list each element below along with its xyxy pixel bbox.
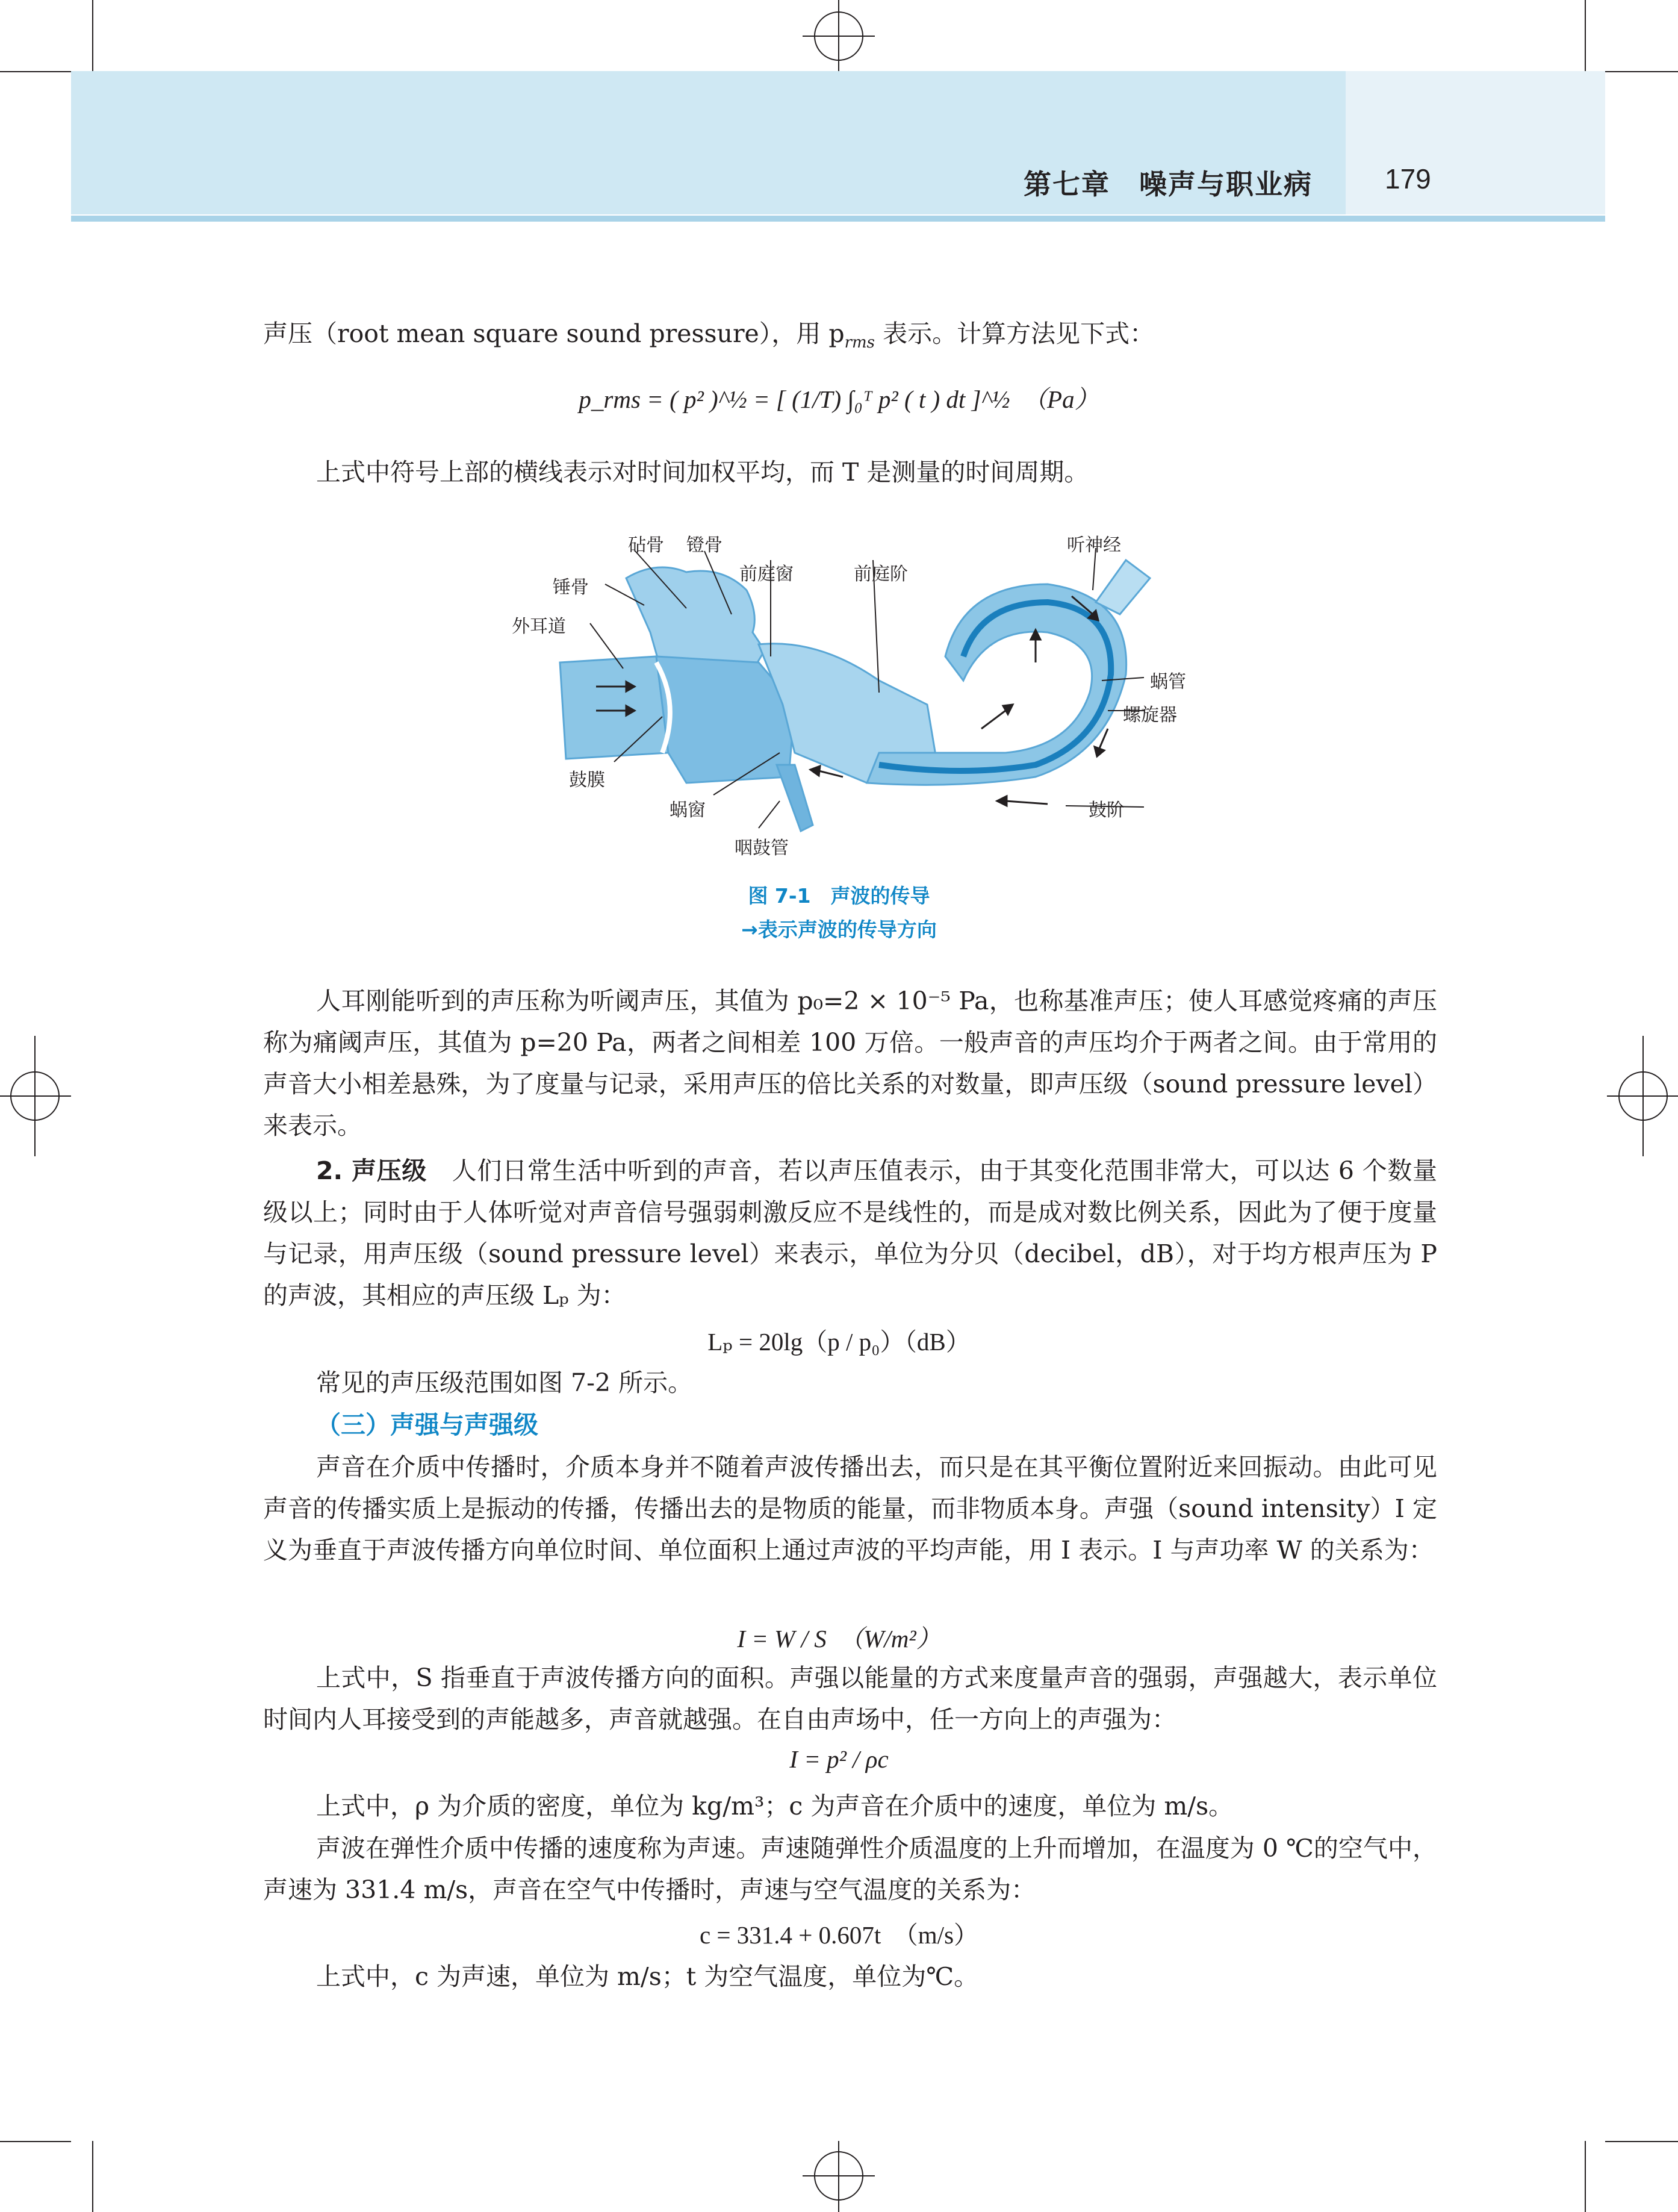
label-organ-corti: 螺旋器 [1123,705,1177,726]
crop-mark [1605,2141,1678,2142]
ear-canal-shape [560,656,668,759]
eustachian-shape [777,765,813,831]
paragraph-area: 上式中，S 指垂直于声波传播方向的面积。声强以能量的方式来度量声音的强弱，声强越大，表示单位时间内人耳接受到的声能越多，声音就越强。在自由声场中，任一方向上的声强为： [263,1663,1437,1734]
running-title: 第七章 噪声与职业病 [1024,168,1313,201]
paragraph-density: 上式中，ρ 为介质的密度，单位为 kg/m³；c 为声音在介质中的速度，单位为 m/s。 [316,1792,1234,1821]
label-scala-vestibuli: 前庭阶 [854,564,908,585]
label-ear-canal: 外耳道 [512,616,566,637]
formula-rms: p_rms = ( p² )^½ = [ (1/T) ∫₀ᵀ p² ( t ) dt ]^½ （Pa） [579,385,1099,413]
intro-text: 声压（root mean square sound pressure），用 p [263,319,845,348]
crop-mark [0,2141,71,2142]
formula-free-field: I = p² / ρc [789,1745,889,1773]
crop-mark [92,2141,93,2212]
formula-note: 上式中符号上部的横线表示对时间加权平均，而 T 是测量的时间周期。 [316,458,1089,487]
formula-intensity: I = W / S （W/m²） [737,1625,941,1653]
label-auditory-nerve: 听神经 [1067,535,1121,556]
paragraph-spl [263,1150,1437,1316]
label-oval-window: 前庭窗 [739,564,794,585]
paragraph-spl-text: 人们日常生活中听到的声音，若以声压值表示，由于其变化范围非常大，可以达 6 个数量级以上；同时由于人体听觉对声音信号强弱刺激反应不是线性的，而是成对数比例关系，因此为了便于度量与记录，用声压级（sound pressure level）来表示，单位为分贝（decibel，dB），对于均方根声压为 P 的声波，其相应的声压级 Lₚ 为： [263,1156,1437,1310]
crop-mark [1585,2141,1586,2212]
registration-mark-left [0,1036,71,1156]
section-heading-intensity: （三）声强与声强级 [316,1410,538,1439]
registration-mark-top [803,0,875,71]
label-eardrum: 鼓膜 [569,770,605,791]
label-stirrup: 镫骨 [686,535,722,556]
label-round-window: 蜗窗 [670,800,706,821]
paragraph-speed: 声波在弹性介质中传播的速度称为声速。声速随弹性介质温度的上升而增加，在温度为 0 ℃的空气中，声速为 331.4 m/s，声音在空气中传播时，声速与空气温度的关系为： [263,1834,1437,1904]
intro-paragraph [263,313,1437,364]
paragraph-spl-range: 常见的声压级范围如图 7-2 所示。 [316,1368,693,1397]
label-eustachian: 咽鼓管 [735,838,789,859]
page-number: 179 [1385,163,1431,195]
header-rule [71,216,1605,222]
auditory-nerve-shape [1096,560,1150,614]
crop-mark [1585,0,1586,71]
paragraph-spl-lead: 2. 声压级 [316,1156,427,1185]
registration-mark-bottom [803,2141,875,2212]
figure-caption: 图 7-1 声波的传导 [748,884,930,908]
crop-mark [1605,71,1678,72]
label-cochlea: 蜗管 [1150,671,1186,693]
paragraph-threshold: 人耳刚能听到的声压称为听阈声压，其值为 p₀=2 × 10⁻⁵ Pa，也称基准声压；使人耳感觉疼痛的声压称为痛阈声压，其值为 p=20 Pa，两者之间相差 100 万倍。一般声音的声压均介于两者之间。由于常用的声音大小相差悬殊，为了度量与记录，采用声压的倍比关系的对数量，即声压级（sound pressure level）来表示。 [263,986,1437,1140]
registration-mark-right [1607,1036,1678,1156]
intro-tail: 表示。计算方法见下式： [875,319,1155,348]
figure-caption-sub: →表示声波的传导方向 [741,918,937,941]
label-scala-tympani: 鼓阶 [1089,800,1125,821]
formula-spl: Lₚ = 20lg（p / p₀）（dB） [707,1328,971,1356]
crop-mark [0,71,71,72]
paragraph-speed-vars: 上式中，c 为声速，单位为 m/s；t 为空气温度，单位为℃。 [316,1962,979,1991]
label-hammer: 锤骨 [553,577,589,598]
intro-subscript: rms [844,334,875,352]
label-anvil: 砧骨 [628,535,664,556]
crop-mark [92,0,93,71]
paragraph-intensity: 声音在介质中传播时，介质本身并不随着声波传播出去，而只是在其平衡位置附近来回振动。由此可见声音的传播实质上是振动的传播，传播出去的是物质的能量，而非物质本身。声强（sound intensity）I 定义为垂直于声波传播方向单位时间、单位面积上通过声波的平均声能，用 I 表示。I 与声功率 W 的关系为： [263,1453,1437,1565]
formula-speed: c = 331.4 + 0.607t （m/s） [699,1921,979,1949]
